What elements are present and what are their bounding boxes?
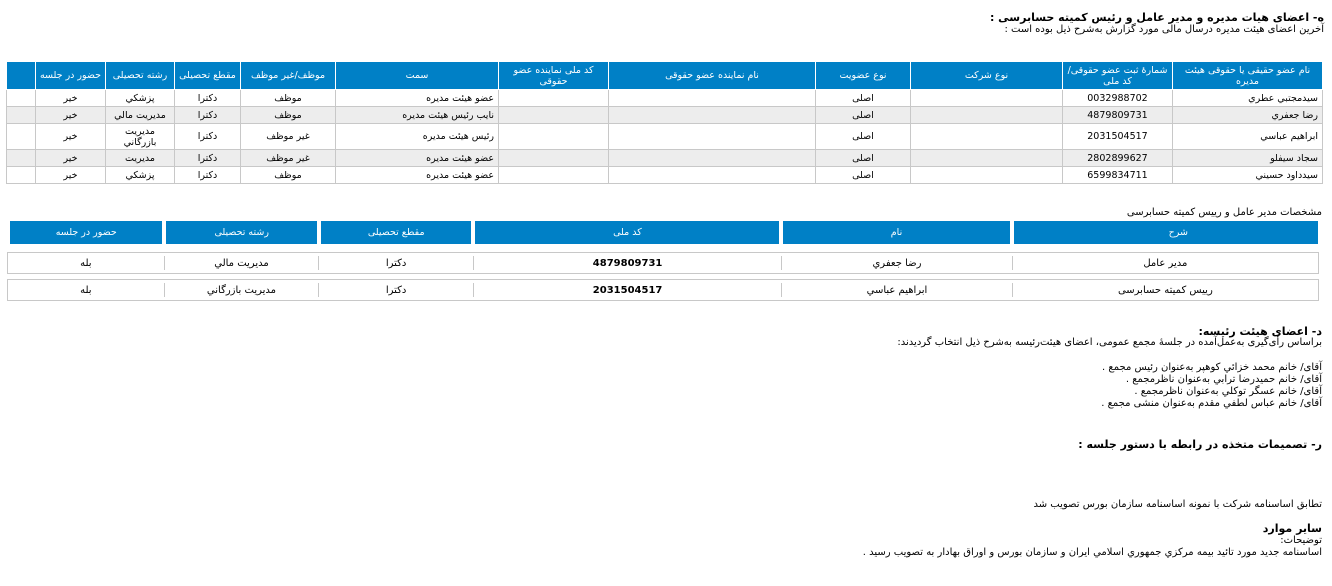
col-header-rep-id: کد ملی نماینده عضو حقوقی (499, 62, 609, 90)
cell-reg-no: 0032988702 (1063, 90, 1173, 107)
ceo-cell-id: 4879809731 (473, 256, 781, 270)
cell-membership: اصلی (816, 150, 911, 167)
cell-rep-id (499, 107, 609, 124)
cell-name: سیدمجتبي عطري (1173, 90, 1323, 107)
cell-position: عضو هیئت مدیره (336, 150, 499, 167)
col-header-reg-no: شمارهٔ ثبت عضو حقوقی/ کد ملی (1063, 62, 1173, 90)
cell-degree: دکترا (175, 107, 241, 124)
ceo-cell-degree: دکترا (318, 256, 473, 270)
cell-rep-name (609, 167, 816, 184)
ceo-cell-desc: مدیر عامل (1012, 256, 1318, 270)
ceo-col-header-id: کد ملی (475, 221, 779, 244)
cell-extra (7, 107, 36, 124)
ceo-cell-name: ابراهیم عباسي (781, 283, 1011, 297)
cell-duty: موظف (241, 107, 336, 124)
ceo-col-header-attendance: حضور در جلسه (10, 221, 162, 244)
ceo-col-header-desc: شرح (1014, 221, 1318, 244)
cell-reg-no: 2031504517 (1063, 124, 1173, 150)
ceo-col-header-name: نام (783, 221, 1009, 244)
board-header-row (7, 62, 1323, 90)
notes-text: اساسنامه جدید مورد تائید بیمه مرکزي جمهوري اسلامي ایران و سازمان بورس و اوراق بهادار به تصویب رسید . (862, 547, 1322, 558)
presidium-member: آقای/ خانم عسگر توکلي به‌عنوان ناظرمجمع . (1134, 386, 1322, 397)
section-h-title: ﻩ- اعضای هیات مدیره و مدیر عامل و رئیس کمیته حسابرسی : (989, 11, 1324, 24)
cell-membership: اصلی (816, 107, 911, 124)
cell-rep-id (499, 124, 609, 150)
cell-company-type (911, 150, 1063, 167)
cell-attendance: خیر (36, 167, 106, 184)
section-d-title: د- اعضای هیئت رئیسه: (1198, 325, 1322, 338)
cell-rep-id (499, 90, 609, 107)
cell-duty: غیر موظف (241, 124, 336, 150)
ceo-cell-attendance: بله (80, 257, 92, 269)
table-row (7, 279, 1319, 301)
table-row (7, 252, 1319, 274)
ceo-cell-attendance: بله (80, 284, 92, 296)
cell-duty: موظف (241, 167, 336, 184)
ceo-table-header (10, 221, 1318, 244)
presidium-member: آقای/ خانم حمیدرضا ترابي به‌عنوان ناظرمجمع . (1125, 374, 1322, 385)
table-row (7, 150, 1323, 167)
cell-duty: غیر موظف (241, 150, 336, 167)
cell-company-type (911, 107, 1063, 124)
notes-label: توضیحات: (1280, 535, 1322, 546)
cell-field: پزشکي (106, 167, 175, 184)
cell-attendance: خیر (36, 90, 106, 107)
cell-name: سجاد سیفلو (1173, 150, 1323, 167)
ceo-col-header-field: رشته تحصیلی (166, 221, 316, 244)
cell-field: پزشکي (106, 90, 175, 107)
col-header-rep-name: نام نماینده عضو حقوقی (609, 62, 816, 90)
cell-reg-no: 2802899627 (1063, 150, 1173, 167)
col-header-attendance: حضور در جلسه (36, 62, 106, 90)
cell-rep-name (609, 150, 816, 167)
cell-extra (7, 167, 36, 184)
ceo-cell-id: 2031504517 (473, 283, 781, 297)
decision-text: تطابق اساسنامه شرکت با نمونه اساسنامه سازمان بورس تصویب شد (1033, 499, 1322, 510)
cell-company-type (911, 124, 1063, 150)
cell-attendance: خیر (36, 124, 106, 150)
cell-position: رئیس هیئت مدیره (336, 124, 499, 150)
table-row (7, 124, 1323, 150)
cell-reg-no: 6599834711 (1063, 167, 1173, 184)
section-r-title: ر- تصمیمات متخذه در رابطه با دستور جلسه : (1078, 438, 1322, 451)
presidium-member: آقای/ خانم عباس لطفي مقدم به‌عنوان منشی مجمع . (1101, 398, 1322, 409)
cell-degree: دکترا (175, 150, 241, 167)
presidium-member: آقای/ خانم محمد خزائي کوهپر به‌عنوان رئیس مجمع . (1102, 362, 1322, 373)
cell-field: مدیریت (106, 150, 175, 167)
cell-rep-id (499, 150, 609, 167)
cell-position: عضو هیئت مدیره (336, 90, 499, 107)
ceo-cell-desc: رییس کمیته حسابرسی (1012, 283, 1318, 297)
cell-membership: اصلی (816, 90, 911, 107)
cell-attendance: خیر (36, 150, 106, 167)
col-header-position: سمت (336, 62, 499, 90)
cell-rep-name (609, 90, 816, 107)
ceo-cell-field: مدیریت مالي (164, 256, 319, 270)
ceo-cell-field: مدیریت بازرگاني (164, 283, 319, 297)
cell-name: ابراهیم عباسي (1173, 124, 1323, 150)
col-header-field: رشته تحصیلی (106, 62, 175, 90)
other-title: سایر موارد (1262, 522, 1322, 535)
cell-attendance: خیر (36, 107, 106, 124)
table-row (7, 167, 1323, 184)
cell-degree: دکترا (175, 90, 241, 107)
cell-degree: دکترا (175, 124, 241, 150)
ceo-col-header-degree: مقطع تحصیلی (321, 221, 471, 244)
cell-field: مدیریت بازرگاني (106, 124, 175, 150)
cell-membership: اصلی (816, 124, 911, 150)
col-header-extra (7, 62, 36, 90)
table-row (7, 90, 1323, 107)
section-h-intro: آخرین اعضای هیئت مدیره درسال مالی مورد گزارش به‌شرح ذیل بوده است : (1004, 24, 1324, 35)
cell-name: رضا جعفري (1173, 107, 1323, 124)
cell-extra (7, 124, 36, 150)
table-row (7, 107, 1323, 124)
col-header-company-type: نوع شرکت (911, 62, 1063, 90)
cell-company-type (911, 90, 1063, 107)
cell-company-type (911, 167, 1063, 184)
cell-reg-no: 4879809731 (1063, 107, 1173, 124)
cell-extra (7, 150, 36, 167)
col-header-duty: موظف/غیر موظف (241, 62, 336, 90)
cell-field: مدیریت مالي (106, 107, 175, 124)
col-header-degree: مقطع تحصیلی (175, 62, 241, 90)
board-members-table (6, 61, 1323, 184)
cell-rep-id (499, 167, 609, 184)
ceo-table-caption: مشخصات مدیر عامل و رییس کمیته حسابرسی (1126, 207, 1322, 218)
cell-rep-name (609, 107, 816, 124)
cell-degree: دکترا (175, 167, 241, 184)
cell-membership: اصلی (816, 167, 911, 184)
cell-rep-name (609, 124, 816, 150)
section-d-intro: براساس رأی‌گیری به‌عمل‌آمده در جلسهٔ مجمع عمومی، اعضای هیئت‌رئیسه به‌شرح ذیل انتخاب گردیدند: (897, 337, 1322, 348)
ceo-cell-name: رضا جعفري (781, 256, 1011, 270)
cell-duty: موظف (241, 90, 336, 107)
col-header-name: نام عضو حقیقی یا حقوقی هیئت مدیره (1173, 62, 1323, 90)
col-header-membership: نوع عضویت (816, 62, 911, 90)
cell-position: عضو هیئت مدیره (336, 167, 499, 184)
cell-position: نایب رئیس هیئت مدیره (336, 107, 499, 124)
cell-extra (7, 90, 36, 107)
ceo-cell-degree: دکترا (318, 283, 473, 297)
cell-name: سیدداود حسیني (1173, 167, 1323, 184)
